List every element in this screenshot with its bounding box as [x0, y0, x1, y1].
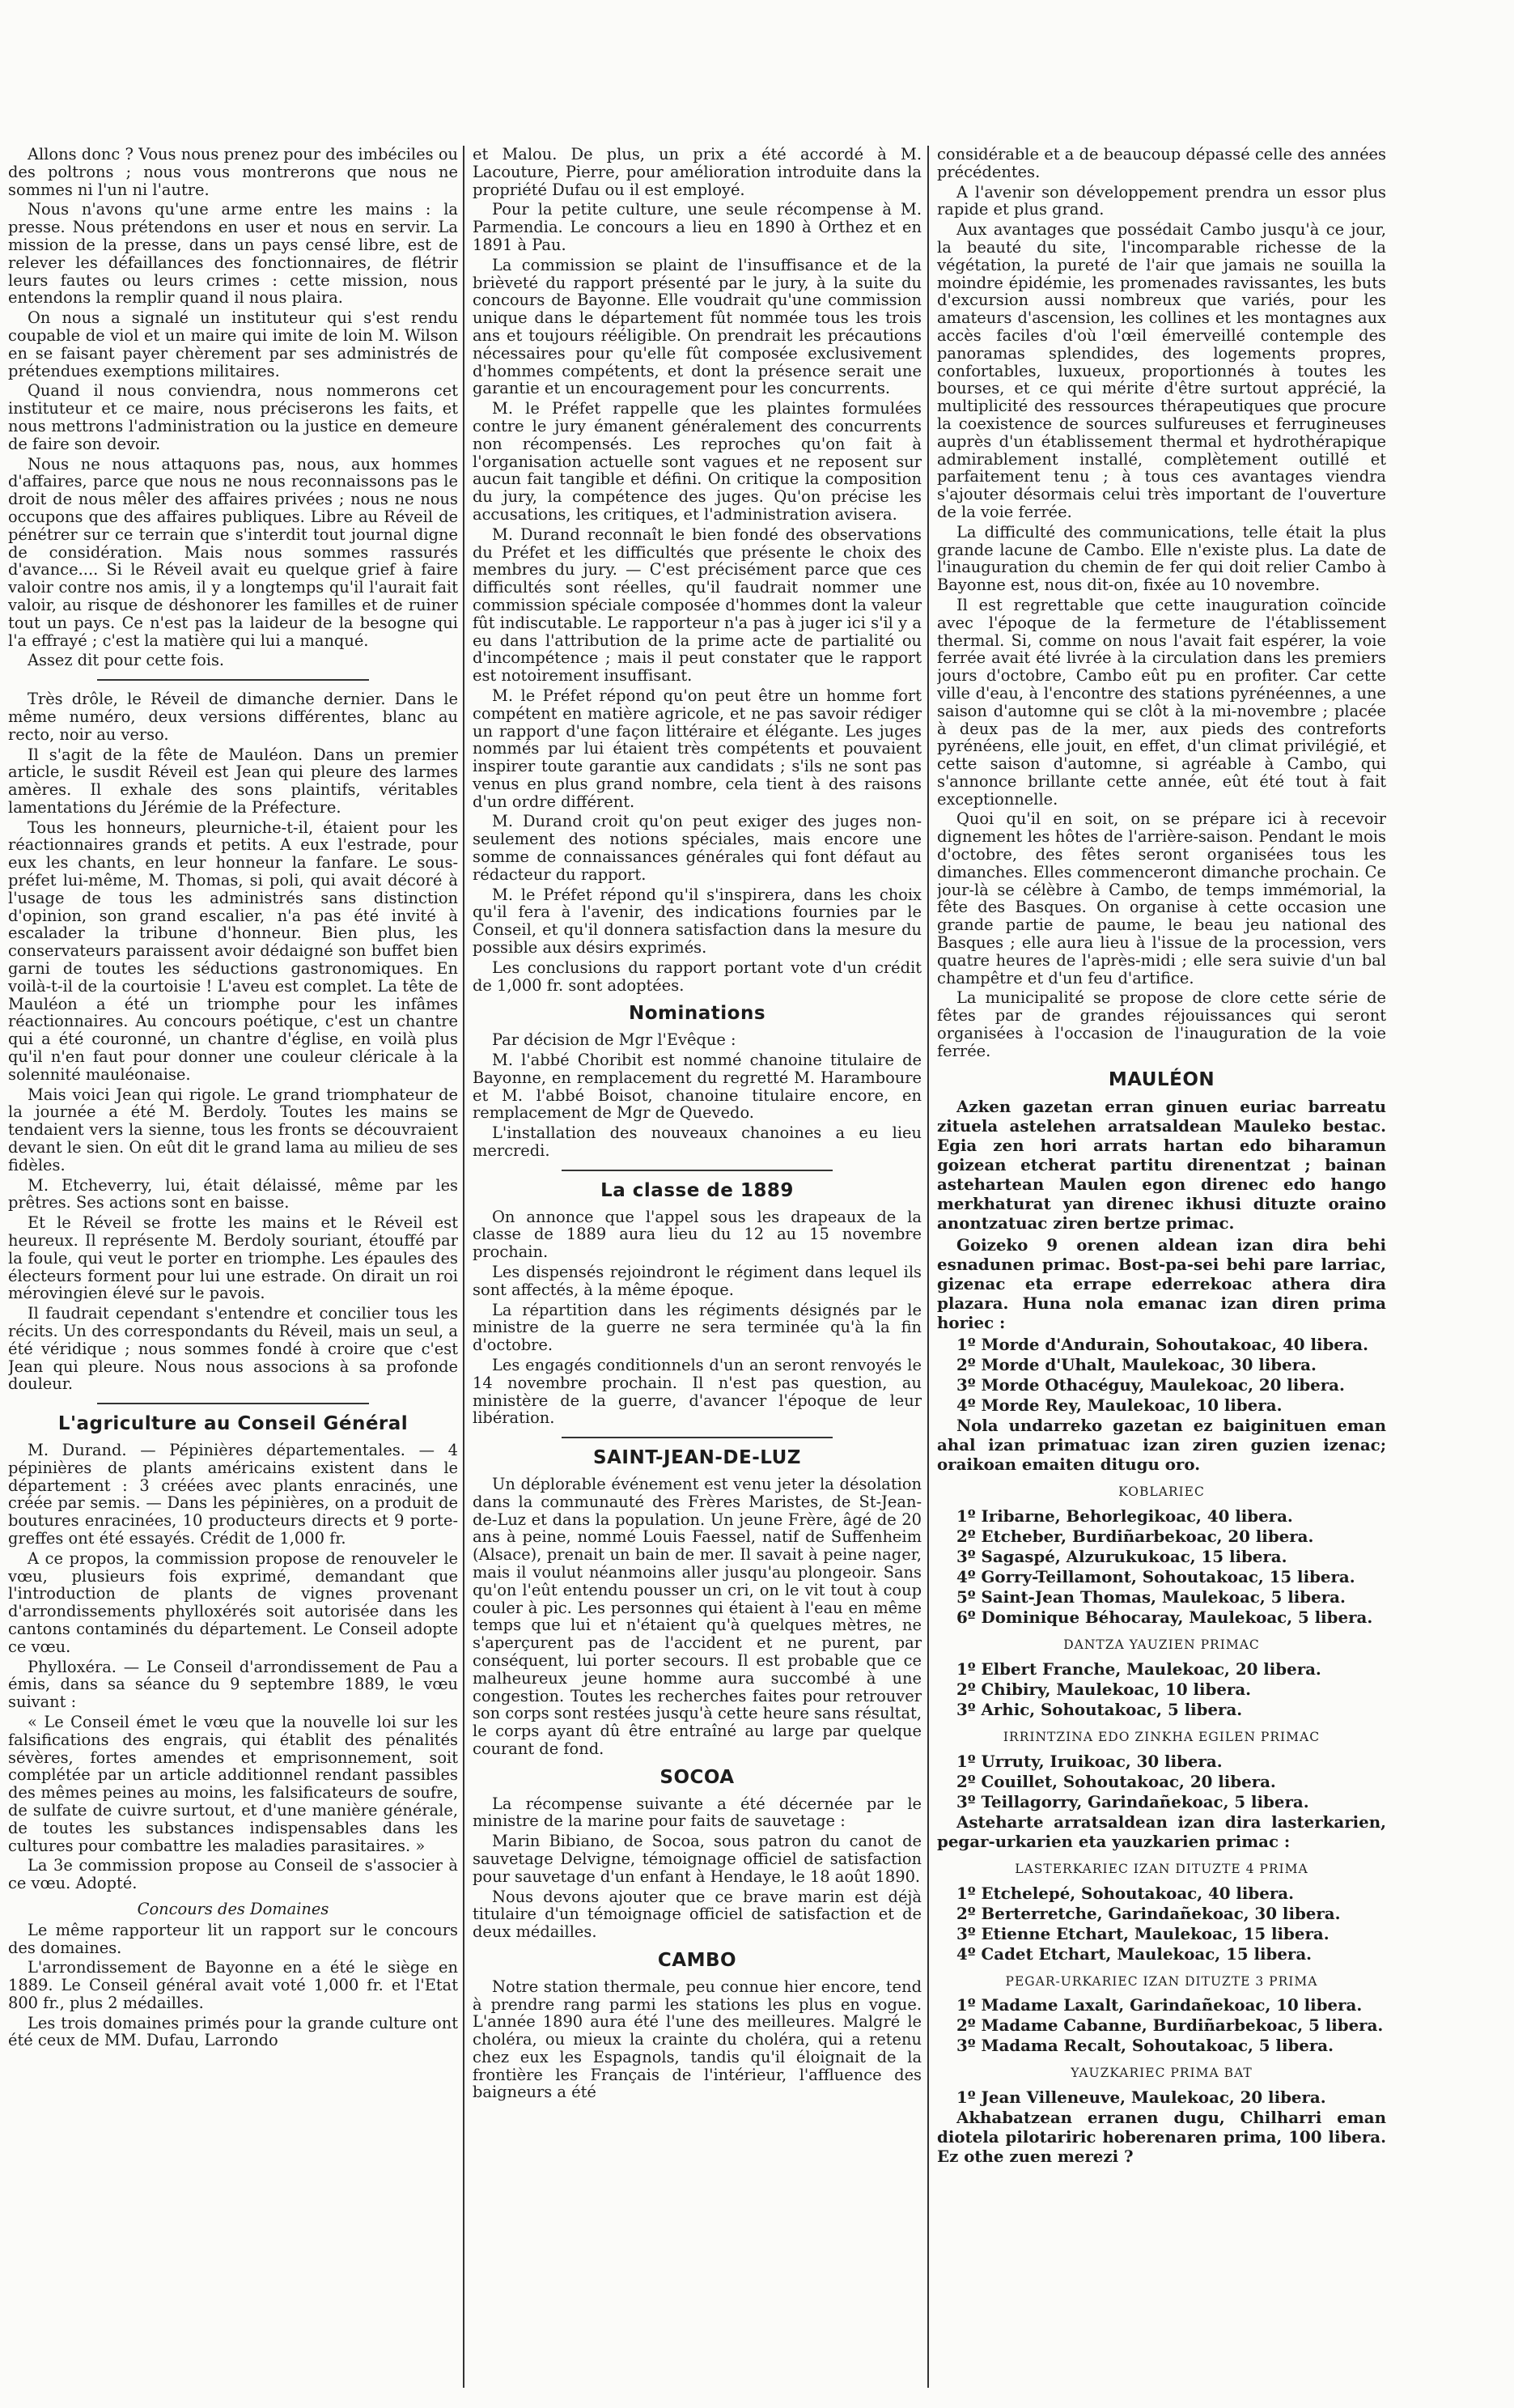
- paragraph: On nous a signalé un instituteur qui s'est rendu coupable de viol et un maire qui imite de loin M. Wilson en se faisant payer chèrement par ses administrés de prétendues exemptions militaires.: [8, 308, 458, 380]
- list-irrintzina: [937, 1752, 1386, 1811]
- list-item: 3º Teillagorry, Garindañekoac, 5 libera.: [956, 1791, 1309, 1811]
- paragraph: Il s'agit de la fête de Mauléon. Dans un premier article, le susdit Réveil est Jean qui pleure des larmes amères. Il exhale des sons plaintifs, véritables lamentations du Jérémie de la Préfecture.: [8, 745, 458, 817]
- col2-section-sjl: [473, 1476, 922, 1758]
- list-item: 1º Urruty, Iruikoac, 30 libera.: [956, 1751, 1223, 1771]
- separator-rule: [562, 1437, 833, 1438]
- list-item: 3º Sagaspé, Alzurukukoac, 15 libera.: [956, 1547, 1287, 1567]
- paragraph: La difficulté des communications, telle était la plus grande lacune de Cambo. Elle n'existe plus. La date de l'inauguration du chemin de fer qui doit relier Cambo à Bayonne est, nous dit-on, fixée au 10 novembre.: [937, 522, 1386, 595]
- paragraph: M. le Préfet répond qu'il s'inspirera, dans les choix qu'il fera à l'avenir, des indications fournies par le Conseil, et qu'il donnera satisfaction dans la mesure du possible aux désirs exprimés.: [473, 885, 922, 958]
- list-item: 6º Dominique Béhocaray, Maulekoac, 5 libera.: [956, 1607, 1373, 1628]
- col1-section-domaines: [8, 1922, 458, 2050]
- paragraph: M. Etcheverry, lui, était délaissé, même par les prêtres. Ses actions sont en baisse.: [8, 1175, 458, 1212]
- paragraph: Aux avantages que possédait Cambo jusqu'à ce jour, la beauté du site, l'incomparable richesse de la végétation, la pureté de l'air que jamais ne souilla la moindre épidémie, les promenades ravissantes, les buts d'excursion aussi nombreux que variés, pour les amateurs d'ascension, les collines et les montagnes aux accès faciles d'où l'œil émerveillé contemple des panoramas splendides, des logements propres, confortables, luxueux, proportionnés à toutes les bourses, et ce qui mérite d'être surtout apprécié, la multiplicité des ressources thérapeutiques que procure la coexistence de sources sulfureuses et ferrugineuses auprès d'un établissement thermal et hydrothérapique admirablement installé, complètement outillé et parfaitement tenu ; à tous ces avantages viendra s'ajouter désormais celui très important de l'ouverture de la voie ferrée.: [937, 220, 1386, 521]
- paragraph: Et le Réveil se frotte les mains et le Réveil est heureux. Il représente M. Berdoly souriant, étouffé par la foule, qui veut le porter en triomphe. Les épaules des électeurs forment pour lui une estrade. On dirait un roi mérovingien élevé sur le pavois.: [8, 1213, 458, 1303]
- col3-section-akhabatzean: [937, 2108, 1386, 2166]
- paragraph: Nous ne nous attaquons pas, nous, aux hommes d'affaires, parce que nous ne nous reconnaissons pas le droit de nous mêler des affaires privées ; nous ne nous occupons que des affaires publiques. Libre au Réveil de pénétrer sur ce terrain que s'interdit tout journal digne de considération. Mais nous sommes rassurés d'avance.... Si le Réveil avait eu quelque grief à faire valoir contre nos amis, il y a longtemps qu'il l'aurait fait valoir, au risque de déshonorer les familles et de ruiner tout un pays. Ce n'est pas la laideur de la besogne qui l'a effrayé ; c'est la matière qui lui a manqué.: [8, 454, 458, 650]
- separator-rule: [97, 679, 369, 681]
- paragraph: M. Durand. — Pépinières départementales. — 4 pépinières de plants américains existent dans le département : 3 créées avec plants enracinés, une créée par semis. — Dans les pépinières, on a produit de boutures enracinées, 10 producteurs directs et 9 porte-greffes ont été essayés. Crédit de 1,000 fr.: [8, 1440, 458, 1548]
- headline-socoa: SOCOA: [659, 1766, 735, 1788]
- subhead-irrintzina: IRRINTZINA EDO ZINKHA EGILEN PRIMAC: [1003, 1730, 1321, 1745]
- list-item: 2º Couillet, Sohoutakoac, 20 libera.: [956, 1771, 1276, 1791]
- subhead-koblariec: KOBLARIEC: [1118, 1484, 1205, 1500]
- list-dantza: [937, 1659, 1386, 1719]
- column-divider: [927, 146, 929, 2388]
- column-divider: [463, 146, 464, 2388]
- list-behi-primac: [937, 1335, 1386, 1415]
- paragraph: Akhabatzean erranen dugu, Chilharri eman diotela pilotariric hoberenaren prima, 100 libera. Ez othe zuen merezi ?: [937, 2108, 1386, 2167]
- paragraph: M. le Préfet répond qu'on peut être un homme fort compétent en matière agricole, et ne pas savoir rédiger un rapport d'une façon littéraire et élégante. Les juges nommés par lui étaient très compétents et pouvaient inspirer toute garantie aux candidats ; s'ils ne sont pas venus en plus grand nombre, cela tient à des raisons d'un ordre différent.: [473, 686, 922, 811]
- list-item: 2º Berterretche, Garindañekoac, 30 libera.: [956, 1903, 1341, 1923]
- list-yauzkariec: [937, 2087, 1386, 2107]
- subhead-yauzkariec: YAUZKARIEC PRIMA BAT: [1071, 2066, 1253, 2081]
- paragraph: M. le Préfet rappelle que les plaintes formulées contre le jury émanent généralement des concurrents non récompensés. Les reproches qu'on fait à l'organisation actuelle sont vagues et ne reposent sur aucun fait tangible et défini. On critique la composition du jury, la compétence des juges. Qu'on précise les accusations, les critiques, et l'administration avisera.: [473, 399, 922, 524]
- paragraph: La commission se plaint de l'insuffisance et de la brièveté du rapport présenté par le jury, à la suite du concours de Bayonne. Elle voudrait qu'une commission unique dans le département fût nommée tous les trois ans et toujours rééligible. On prendrait les précautions nécessaires pour qu'elle fût composée exclusivement d'hommes compétents, et dont la présence serait une garantie et un encouragement pour les concurrents.: [473, 255, 922, 398]
- paragraph: et Malou. De plus, un prix a été accordé à M. Lacouture, Pierre, pour amélioration introduite dans la propriété Dufau ou il est employé.: [473, 146, 922, 199]
- separator-rule: [562, 1170, 833, 1171]
- paragraph: Azken gazetan erran ginuen euriac barreatu zituela astelehen arratsaldean Mauleko bestac. Egia zen hori arrats hartan edo biharamun goizean etcherat partitu direnentzat ; bainan astehartean Maulen egon direnec edo hango merkhaturat yan direnec ikhusi dituzte oraino anontzatuac ziren bertze primac.: [937, 1097, 1386, 1234]
- paragraph: Phylloxéra. — Le Conseil d'arrondissement de Pau a émis, dans sa séance du 9 septembre 1889, le vœu suivant :: [8, 1657, 458, 1712]
- separator-rule: [97, 1403, 369, 1404]
- paragraph: A l'avenir son développement prendra un essor plus rapide et plus grand.: [937, 182, 1386, 219]
- list-item: 4º Morde Rey, Maulekoac, 10 libera.: [956, 1395, 1283, 1416]
- list-item: 2º Morde d'Uhalt, Maulekoac, 30 libera.: [956, 1355, 1317, 1375]
- paragraph: Le même rapporteur lit un rapport sur le concours des domaines.: [8, 1920, 458, 1957]
- col2-section-nominations: [473, 1031, 922, 1160]
- col2-section-classe: [473, 1208, 922, 1428]
- paragraph: L'arrondissement de Bayonne en a été le siège en 1889. Le Conseil général avait voté 1,000 fr. et l'Etat 800 fr., plus 2 médailles.: [8, 1958, 458, 2012]
- paragraph: L'installation des nouveaux chanoines a eu lieu mercredi.: [473, 1123, 922, 1161]
- list-pegar-urkariec: [937, 1995, 1386, 2055]
- paragraph: Les trois domaines primés pour la grande culture ont été ceux de MM. Dufau, Larrondo: [8, 2013, 458, 2050]
- list-item: 1º Jean Villeneuve, Maulekoac, 20 libera.: [956, 2087, 1326, 2108]
- headline-mauleon: MAULÉON: [1108, 1068, 1215, 1090]
- col3-section-cambo: [937, 146, 1386, 1060]
- paragraph: Par décision de Mgr l'Evêque :: [492, 1030, 736, 1050]
- paragraph: Quand il nous conviendra, nous nommerons cet instituteur et ce maire, nous préciserons les faits, et nous mettrons l'administration ou la justice en demeure de faire son devoir.: [8, 381, 458, 453]
- paragraph: Tous les honneurs, pleurniche-t-il, étaient pour les réactionnaires grands et petits. A eux l'estrade, pour eux les chants, en leur honneur la fanfare. Le sous-préfet lui-même, M. Thomas, si poli, qui avait décoré à l'usage de tous les administrés sans distinction d'opinion, son grand escalier, n'a pas été invité à escalader la tribune d'honneur. Bien plus, les conservateurs paraissent avoir dédaigné son buffet bien garni de toutes les séductions gastronomiques. En voilà-t-il de la courtoisie ! L'aveu est complet. La tête de Mauléon a été un triomphe pour les infâmes réactionnaires. Au concours poétique, c'est un chantre qui a été couronné, un chantre d'église, en voilà plus qu'il n'en faut pour donner une couleur cléricale à la solennité mauléonaise.: [8, 818, 458, 1084]
- paragraph: M. Durand reconnaît le bien fondé des observations du Préfet et les difficultés que présente le choix des membres du jury. — C'est précisément parce que ces difficultés sont réelles, qu'il faudrait nommer une commission spéciale composée d'hommes dont la valeur fût indiscutable. Le rapporteur n'a pas à juger ici s'il y a eu dans l'attribution de la prime acte de partialité ou d'incompétence ; mais il peut constater que le rapport est notoirement insuffisant.: [473, 524, 922, 686]
- col2-section-socoa: [473, 1795, 922, 1941]
- headline-saint-jean-de-luz: SAINT-JEAN-DE-LUZ: [593, 1447, 801, 1469]
- list-item: 1º Etchelepé, Sohoutakoac, 40 libera.: [956, 1883, 1294, 1903]
- paragraph: Marin Bibiano, de Socoa, sous patron du canot de sauvetage Delvigne, témoignage officiel de satisfaction pour sauvetage d'un enfant à Hendaye, le 18 août 1890.: [473, 1832, 922, 1886]
- paragraph: A ce propos, la commission propose de renouveler le vœu, plusieurs fois exprimé, demandant que l'introduction de plants de vignes provenant d'arrondissements phylloxérés soit autorisée dans les cantons contaminés du département. Le Conseil adopte ce vœu.: [8, 1548, 458, 1656]
- paragraph: Quoi qu'il en soit, on se prépare ici à recevoir dignement les hôtes de l'arrière-saison. Pendant le mois d'octobre, des fêtes seront organisées tous les dimanches. Elles commenceront dimanche prochain. Ce jour-là se célèbre à Cambo, de temps immémorial, la fête des Basques. On organise à cette occasion une grande partie de paume, le beau jeu national des Basques ; elle aura lieu à l'issue de la procession, vers quatre heures de l'après-midi ; elle sera suivie d'un bal champêtre et d'un feu d'artifice.: [937, 809, 1386, 987]
- paragraph: La 3e commission propose au Conseil de s'associer à ce vœu. Adopté.: [8, 1856, 458, 1893]
- paragraph: Un déplorable événement est venu jeter la désolation dans la communauté des Frères Maristes, de St-Jean-de-Luz et dans la population. Un jeune Frère, âgé de 20 ans à peine, nommé Louis Faessel, natif de Suffenheim (Alsace), prenait un bain de mer. Il savait à peine nager, mais il voulut néanmoins aller jusqu'au plongeoir. Sans qu'on l'eût entendu pousser un cri, on le vit tout à coup couler à pic. Les personnes qui étaient à l'eau en même temps que lui et n'étaient qu'à quelques mètres, ne s'aperçurent pas de l'accident et ne purent, par conséquent, lui porter secours. Il est probable que ce malheureux jeune homme aura succombé à une congestion. Toutes les recherches faites pour retrouver son corps sont restées jusqu'à cette heure sans résultat, le corps ayant dû être entraîné au large par quelque courant de fond.: [473, 1474, 922, 1758]
- paragraph: La répartition dans les régiments désignés par le ministre de la guerre ne sera terminée qu'à la fin d'octobre.: [473, 1300, 922, 1355]
- col3-section-mauleon-note: [937, 1416, 1386, 1474]
- paragraph: « Le Conseil émet le vœu que la nouvelle loi sur les falsifications des engrais, qui établit des pénalités sévères, fortes amendes et emprisonnement, soit complétée par un article additionnel rendant passibles des mêmes peines au moins, les falsificateurs de soufre, de sulfate de cuivre surtout, et d'une manière générale, de toutes les substances indispensables dans les cultures pour combattre les maladies parasitaires. »: [8, 1712, 458, 1855]
- paragraph: La municipalité se propose de clore cette série de fêtes par de grandes réjouissances qui seront organisées à l'occasion de l'inauguration de la voie ferrée.: [937, 988, 1386, 1060]
- paragraph: Allons donc ? Vous nous prenez pour des imbéciles ou des poltrons ; nous vous montrerons que nous ne sommes ni l'un ni l'autre.: [8, 146, 458, 199]
- paragraph: Notre station thermale, peu connue hier encore, tend à prendre rang parmi les stations les plus en vogue. L'année 1890 aura été l'une des meilleures. Malgré le choléra, ou mieux la crainte du choléra, qui a retenu chez eux les Espagnols, tandis qu'il éloignait de la frontière les Français de l'intérieur, l'affluence des baigneurs a été: [473, 1977, 922, 2102]
- col1-section-reveil: [8, 690, 458, 1393]
- paragraph: Les dispensés rejoindront le régiment dans lequel ils sont affectés, à la même époque.: [473, 1263, 922, 1299]
- col1-section-agriculture: [8, 1442, 458, 1892]
- list-item: 4º Gorry-Teillamont, Sohoutakoac, 15 libera.: [956, 1567, 1355, 1587]
- paragraph: considérable et a de beaucoup dépassé celle des années précédentes.: [937, 146, 1386, 181]
- list-item: 3º Morde Othacéguy, Maulekoac, 20 libera.: [956, 1375, 1345, 1395]
- paragraph: Goizeko 9 orenen aldean izan dira behi esnadunen primac. Bost-pa-sei behi pare larriac, gizenac eta errape ederrekoac athera dira plazara. Huna nola emanac izan diren prima horiec :: [937, 1235, 1386, 1333]
- paragraph: Assez dit pour cette fois.: [28, 651, 225, 670]
- list-item: 5º Saint-Jean Thomas, Maulekoac, 5 libera.: [956, 1587, 1346, 1607]
- list-item: 1º Elbert Franche, Maulekoac, 20 libera.: [956, 1659, 1321, 1680]
- list-item: 1º Madame Laxalt, Garindañekoac, 10 libera.: [956, 1995, 1363, 2015]
- paragraph: La récompense suivante a été décernée par le ministre de la marine pour faits de sauvetage :: [473, 1794, 922, 1831]
- paragraph: Il faudrait cependant s'entendre et concilier tous les récits. Un des correspondants du Réveil, mais un seul, a été véridique ; nous sommes fondé à croire que c'est Jean qui pleure. Nous nous associons à sa profonde douleur.: [8, 1304, 458, 1394]
- col1-section-presse: [8, 146, 458, 669]
- list-koblariec: [937, 1506, 1386, 1627]
- column-2: [473, 146, 922, 2388]
- paragraph: Nous n'avons qu'une arme entre les mains : la presse. Nous prétendons en user et nous en servir. La mission de la presse, dans un pays censé libre, est de relever les défaillances des fonctionnaires, de flétrir leurs fautes ou leurs crimes : cette mission, nous entendons la remplir quand il nous plaira.: [8, 200, 458, 308]
- subhead-lasterkariec: LASTERKARIEC IZAN DITUZTE 4 PRIMA: [1015, 1861, 1308, 1876]
- headline-nominations: Nominations: [628, 1003, 766, 1025]
- headline-classe-1889: La classe de 1889: [600, 1179, 794, 1201]
- column-3: [937, 146, 1386, 2388]
- headline-agriculture: L'agriculture au Conseil Général: [57, 1413, 409, 1435]
- list-item: 2º Etcheber, Burdiñarbekoac, 20 libera.: [956, 1527, 1314, 1547]
- paragraph: Mais voici Jean qui rigole. Le grand triomphateur de la journée a été M. Berdoly. Toutes les mains se tendaient vers la sienne, tous les fronts se découvraient devant le sien. On eût dit le grand lama au milieu de ses fidèles.: [8, 1085, 458, 1174]
- list-item: 3º Arhic, Sohoutakoac, 5 libera.: [956, 1700, 1243, 1720]
- list-item: 2º Madame Cabanne, Burdiñarbekoac, 5 libera.: [956, 2015, 1384, 2036]
- paragraph: Il est regrettable que cette inauguration coïncide avec l'époque de la fermeture de l'établissement thermal. Si, comme on nous l'avait fait espérer, la voie ferrée avait été livrée à la circulation dans les premiers jours d'octobre, Cambo eût pu en profiter. Car cette ville d'eau, à l'encontre des stations pyrénéennes, a une saison d'automne qui se clôt à la mi-novembre ; placée à deux pas de la mer, aux pieds des contreforts pyrénéens, elle jouit, en effet, d'un climat privilégié, et cette saison d'automne, si agréable à Cambo, qui s'annonce brillante cette année, eût été tout à fait exceptionnelle.: [937, 595, 1386, 809]
- col3-section-mauleon-intro: [937, 1097, 1386, 1332]
- headline-cambo: CAMBO: [657, 1949, 737, 1971]
- list-item: 3º Etienne Etchart, Maulekoac, 15 libera.: [956, 1923, 1330, 1943]
- col3-section-asteharte: [937, 1812, 1386, 1851]
- list-item: 3º Madama Recalt, Sohoutakoac, 5 libera.: [956, 2036, 1334, 2056]
- paragraph: Nous devons ajouter que ce brave marin est déjà titulaire d'un témoignage officiel de satisfaction et de deux médailles.: [473, 1887, 922, 1942]
- col2-section-jury: [473, 146, 922, 994]
- list-item: 1º Morde d'Andurain, Sohoutakoac, 40 libera.: [956, 1335, 1369, 1355]
- list-item: 1º Iribarne, Behorlegikoac, 40 libera.: [956, 1506, 1293, 1527]
- paragraph: Très drôle, le Réveil de dimanche dernier. Dans le même numéro, deux versions différentes, blanc au recto, noir au verso.: [8, 690, 458, 744]
- list-item: 4º Cadet Etchart, Maulekoac, 15 libera.: [956, 1943, 1313, 1964]
- column-1: [8, 146, 458, 2388]
- paragraph: Les engagés conditionnels d'un an seront renvoyés le 14 novembre prochain. Il n'est pas question, au ministère de la guerre, d'avancer l'époque de leur libération.: [473, 1356, 922, 1428]
- paragraph: On annonce que l'appel sous les drapeaux de la classe de 1889 aura lieu du 12 au 15 novembre prochain.: [473, 1207, 922, 1262]
- subhead-pegar-urkariec: PEGAR-URKARIEC IZAN DITUZTE 3 PRIMA: [1005, 1973, 1318, 1989]
- list-item: 2º Chibiry, Maulekoac, 10 libera.: [956, 1680, 1252, 1700]
- subhead-dantza: DANTZA YAUZIEN PRIMAC: [1063, 1637, 1260, 1653]
- paragraph: Nola undarreko gazetan ez baiginituen eman ahal izan primatuac izan ziren guzien izenac; oraikoan emaiten ditugu oro.: [937, 1416, 1386, 1475]
- paragraph: Asteharte arratsaldean izan dira lasterkarien, pegar-urkarien eta yauzkarien primac :: [937, 1811, 1386, 1851]
- paragraph: M. Durand croit qu'on peut exiger des juges non-seulement des notions spéciales, mais encore une somme de connaissances générales qui font défaut au rédacteur du rapport.: [473, 812, 922, 884]
- col2-section-cambo: [473, 1978, 922, 2102]
- paragraph: M. l'abbé Choribit est nommé chanoine titulaire de Bayonne, en remplacement du regretté M. Haramboure et M. l'abbé Boisot, chanoine titulaire encore, en remplacement de Mgr de Quevedo.: [473, 1051, 922, 1123]
- paragraph: Les conclusions du rapport portant vote d'un crédit de 1,000 fr. sont adoptées.: [473, 958, 922, 995]
- list-lasterkariec: [937, 1884, 1386, 1964]
- paragraph: Pour la petite culture, une seule récompense à M. Parmendia. Le concours a lieu en 1890 à Orthez et en 1891 à Pau.: [473, 200, 922, 254]
- subhead-concours-domaines: Concours des Domaines: [137, 1899, 329, 1918]
